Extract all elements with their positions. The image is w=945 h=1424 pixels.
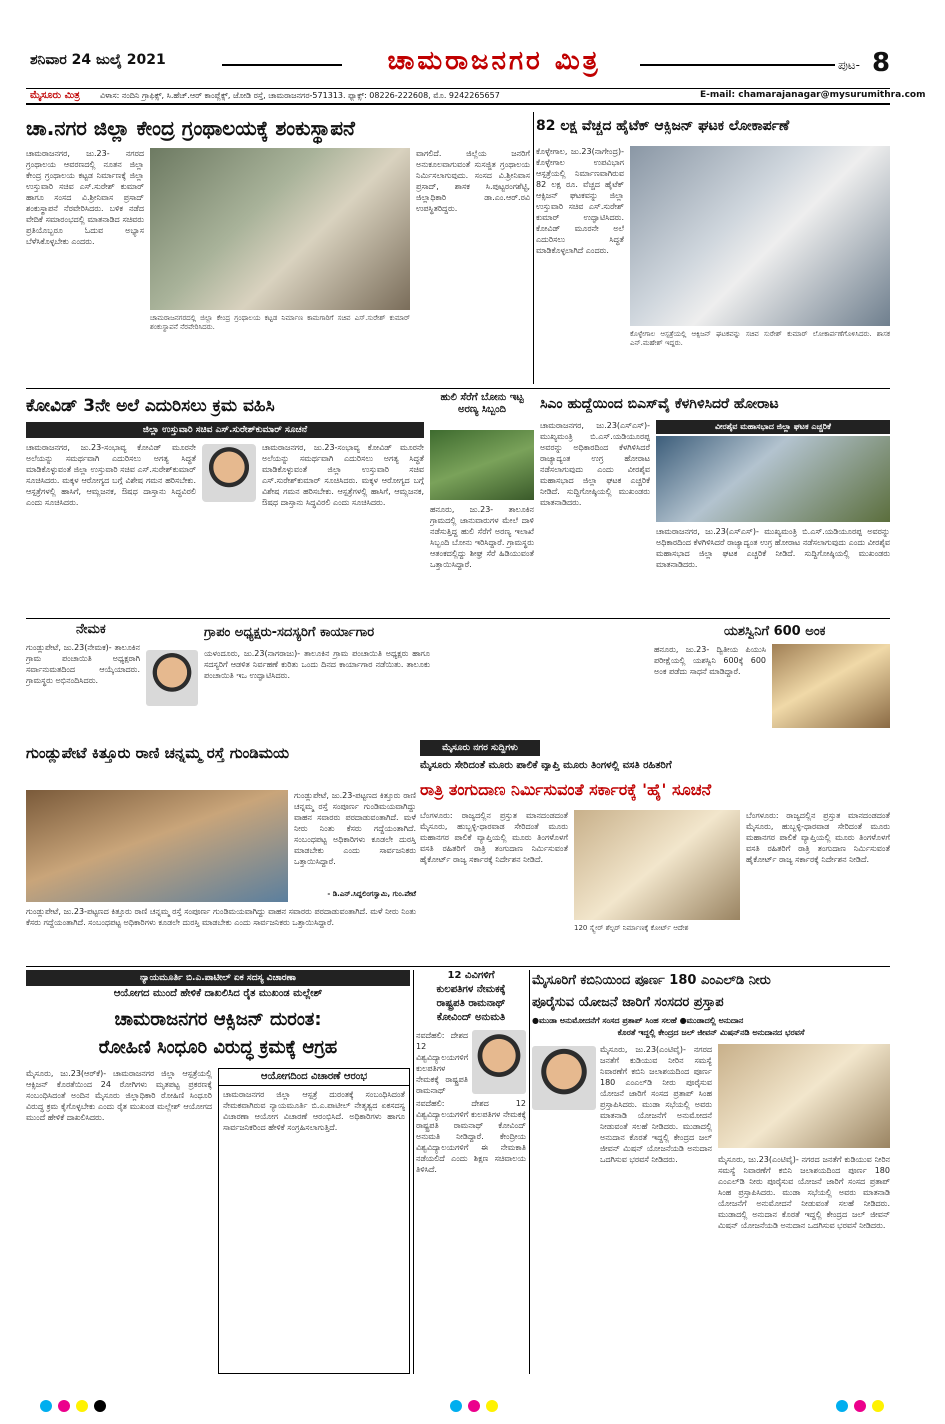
cyan-registration-mark-2 (450, 1400, 462, 1412)
appointment-headline: ನೇಮಕ (76, 622, 106, 637)
tragedy-headline-1: ಚಾಮರಾಜನಗರ ಆಕ್ಸಿಜನ್ ದುರಂತ: (114, 1009, 322, 1030)
divider-3 (26, 966, 890, 967)
oxygen-body: ಕೊಳ್ಳೇಗಾಲ, ಜು.23(ನಾಗೇಂದ್ರ)- ಕೊಳ್ಳೇಗಾಲ ಉಪವಿಭಾಗ ಆಸ್ಪತ್ರೆಯಲ್ಲಿ ನಿರ್ಮಾಣವಾಗಿರುವ 82 ಲಕ್ಷ ರೂ. ವೆಚ್ಚದ ಹೈಟೆಕ್ ಆಕ್ಸಿಜನ್ ಘಟಕವನ್ನು ಜಿಲ್ಲಾ ಉಸ್ತುವಾರಿ ಸಚಿವ ಎಸ್.ಸುರೇಶ್ ಕುಮಾರ್ ಉದ್ಘಾಟಿಸಿದರು. ಕೋವಿಡ್ ಮೂರನೇ ಅಲೆ ಎದುರಿಸಲು ಸಿದ್ಧತೆ ಮಾಡಿಕೊಳ್ಳಲಾಗಿದೆ ಎಂದರು. (536, 147, 624, 255)
tragedy-kicker-2: ಆಯೋಗದ ಮುಂದೆ ಹೇಳಿಕೆ ದಾಖಲಿಸಿದ ರೈತ ಮುಖಂಡ ಮಲ್ಲೇಶ್ (113, 988, 323, 999)
vc-body-a: ನವದೆಹಲಿ: ದೇಶದ 12 ವಿಶ್ವವಿದ್ಯಾಲಯಗಳಿಗೆ ಕುಲಪತಿಗಳ ನೇಮಕಕ್ಕೆ ರಾಷ್ಟ್ರಪತಿ ರಾಮನಾಥ್ (416, 1031, 468, 1094)
mysuru-body-2: ಬೆಂಗಳೂರು: ರಾಜ್ಯದಲ್ಲಿನ ಪ್ರಸ್ತುತ ಮಾನದಂಡದಂತೆ ಮೈಸೂರು, ಹುಬ್ಬಳ್ಳಿ-ಧಾರವಾಡ ಸೇರಿದಂತೆ ಮೂರು ಮಹಾನಗರ ಪಾಲಿಕೆ ವ್ಯಾಪ್ತಿಯಲ್ಲಿ ಮೂರು ತಿಂಗಳೊಳಗೆ ವಸತಿ ರಹಿತರಿಗೆ ರಾತ್ರಿ ತಂಗುದಾಣ ನಿರ್ಮಿಸುವಂತೆ ಹೈಕೋರ್ಟ್ ರಾಜ್ಯ ಸರ್ಕಾರಕ್ಕೆ ನಿರ್ದೇಶನ ನೀಡಿದೆ. (746, 811, 890, 864)
column-rule-c (533, 112, 534, 384)
mysuru-section-label: ಮೈಸೂರು ನಗರ ಸುದ್ದಿಗಳು (420, 740, 540, 756)
article-covid (26, 392, 424, 614)
article-forest (430, 392, 534, 614)
road-photo (26, 790, 288, 902)
mysuru-headline: ರಾತ್ರಿ ತಂಗುದಾಣ ನಿರ್ಮಿಸುವಂತೆ ಸರ್ಕಾರಕ್ಕೆ 'ಹೈ' ಸೂಚನೆ (420, 780, 712, 799)
tragedy-inquiry-box (218, 1068, 410, 1374)
cm-body-2: ಚಾಮರಾಜನಗರ, ಜು.23(ಎಸ್‌ಎಸ್)- ಮುಖ್ಯಮಂತ್ರಿ ಬಿ.ಎಸ್.ಯಡಿಯೂರಪ್ಪ ಅವರನ್ನು ಅಧಿಕಾರದಿಂದ ಕೆಳಗಿಳಿಸಿದರೆ ರಾಜ್ಯಾದ್ಯಂತ ಉಗ್ರ ಹೋರಾಟ ನಡೆಸಲಾಗುವುದು ಎಂದು ವೀರಶೈವ ಮಹಾಸಭಾದ ಜಿಲ್ಲಾ ಘಟಕ ಎಚ್ಚರಿಕೆ ನೀಡಿದೆ. ಸುದ್ದಿಗೋಷ್ಠಿಯಲ್ಲಿ ಮುಖಂಡರು ಮಾತನಾಡಿದರು. (656, 527, 890, 569)
covid-headline: ಕೋವಿಡ್ 3ನೇ ಅಲೆ ಎದುರಿಸಲು ಕ್ರಮ ವಹಿಸಿ (26, 396, 275, 416)
article-oxygen-tragedy (26, 970, 410, 1374)
column-rule-a (413, 970, 414, 1374)
magenta-registration-mark-3 (854, 1400, 866, 1412)
yellow-registration-mark (76, 1400, 88, 1412)
kabini-kicker-1: ●ಮುಡಾ ಅನುಮೋದನೆಗೆ ಸಂಸದ ಪ್ರತಾಪ್ ಸಿಂಹ ಸಲಹೆ ●ಮುಡಾದಲ್ಲಿ ಅನುದಾನ (532, 1016, 744, 1025)
library-body: ಚಾಮರಾಜನಗರ, ಜು.23- ನಗರದ ಗ್ರಂಥಾಲಯ ಆವರಣದಲ್ಲಿ ನೂತನ ಜಿಲ್ಲಾ ಕೇಂದ್ರ ಗ್ರಂಥಾಲಯ ಕಟ್ಟಡ ನಿರ್ಮಾಣಕ್ಕೆ ಜಿಲ್ಲಾ ಉಸ್ತುವಾರಿ ಸಚಿವ ಎಸ್.ಸುರೇಶ್ ಕುಮಾರ್ ಹಾಗೂ ಸಂಸದ ವಿ.ಶ್ರೀನಿವಾಸ ಪ್ರಸಾದ್ ಶಂಕುಸ್ಥಾಪನೆ ನೆರವೇರಿಸಿದರು. ಬಳಿಕ ನಡೆದ ವೇದಿಕೆ ಸಮಾರಂಭದಲ್ಲಿ ಮಾತನಾಡಿದ ಸಚಿವರು ಪ್ರತಿಯೊಬ್ಬರೂ ಓದುವ ಅಭ್ಯಾಸ ಬೆಳೆಸಿಕೊಳ್ಳಬೇಕು ಎಂದರು. (26, 149, 144, 246)
road-byline: - ಡಿ.ಎನ್.ಸಿದ್ದಲಿಂಗಸ್ವಾಮಿ, ಗುಂ.ಪೇಟೆ (327, 890, 416, 898)
column-rule-b (529, 970, 530, 1374)
masthead-rule-right (640, 64, 835, 66)
covid-body: ಚಾಮರಾಜನಗರ, ಜು.23-ಸಂಭಾವ್ಯ ಕೋವಿಡ್ ಮೂರನೇ ಅಲೆಯನ್ನು ಸಮರ್ಥವಾಗಿ ಎದುರಿಸಲು ಅಗತ್ಯ ಸಿದ್ಧತೆ ಮಾಡಿಕೊಳ್ಳುವಂತೆ ಜಿಲ್ಲಾ ಉಸ್ತುವಾರಿ ಸಚಿವ ಎಸ್.ಸುರೇಶ್‌ಕುಮಾರ್ ಸೂಚಿಸಿದರು. ಮಕ್ಕಳ ಆರೋಗ್ಯದ ಬಗ್ಗೆ ವಿಶೇಷ ಗಮನ ಹರಿಸಬೇಕು. ಆಸ್ಪತ್ರೆಗಳಲ್ಲಿ ಹಾಸಿಗೆ, ಆಮ್ಲಜನಕ, ಔಷಧ ದಾಸ್ತಾನು ಸಿದ್ಧವಿರಲಿ ಎಂದು ಸೂಚಿಸಿದರು. (26, 443, 196, 507)
yellow-registration-mark-3 (872, 1400, 884, 1412)
oxygen-photo (630, 146, 890, 326)
mysuru-kicker: ಮೈಸೂರು ಸೇರಿದಂತೆ ಮೂರು ಪಾಲಿಕೆ ವ್ಯಾಪ್ತಿ ಮೂರು ತಿಂಗಳಲ್ಲಿ ವಸತಿ ರಹಿತರಿಗೆ (420, 760, 672, 771)
vc-kicker-2: ಕುಲಪತಿಗಳ ನೇಮಕಕ್ಕೆ (436, 984, 506, 995)
kabini-body: ಮೈಸೂರು, ಜು.23(ಎಂಟಿವೈ)- ನಗರದ ಜನತೆಗೆ ಕುಡಿಯುವ ನೀರಿನ ಸಮಸ್ಯೆ ನಿವಾರಣೆಗೆ ಕಬಿನಿ ಜಲಾಶಯದಿಂದ ಪೂರ್ಣ 180 ಎಂಎಲ್‌ಡಿ ನೀರು ಪೂರೈಸುವ ಯೋಜನೆ ಜಾರಿಗೆ ಸಂಸದ ಪ್ರತಾಪ್ ಸಿಂಹ ಪ್ರಸ್ತಾಪಿಸಿದರು. ಮುಡಾ ಸಭೆಯಲ್ಲಿ ಅವರು ಮಾತನಾಡಿ ಯೋಜನೆಗೆ ಅನುಮೋದನೆ ನೀಡುವಂತೆ ಸಲಹೆ ನೀಡಿದರು. ಮುಡಾದಲ್ಲಿ ಅನುದಾನ ಕೊರತೆ ಇದ್ದಲ್ಲಿ ಕೇಂದ್ರದ ಜಲ್ ಜೀವನ್ ಮಿಷನ್ ಯೋಜನೆಯಡಿ ಅನುದಾನ ಒದಗಿಸುವ ಭರವಸೆ ನೀಡಿದರು. (600, 1045, 712, 1164)
divider-2 (26, 618, 890, 619)
vc-kicker-3: ರಾಷ್ಟ್ರಪತಿ ರಾಮನಾಥ್ (436, 998, 506, 1009)
cyan-registration-mark-3 (836, 1400, 848, 1412)
mysuru-caption: 120 ಸ್ಕ್ವೇರ್ ಶೆಲ್ಟರ್ ನಿರ್ಮಾಣಕ್ಕೆ ಕೋರ್ಟ್ ಆದೇಶ (574, 924, 689, 932)
email-link[interactable]: E-mail: chamarajanagar@mysurumithra.com (700, 90, 926, 100)
oxygen-headline: 82 ಲಕ್ಷ ವೆಚ್ಚದ ಹೈಟೆಕ್ ಆಕ್ಸಿಜನ್ ಘಟಕ ಲೋಕಾರ್ಪಣೆ (536, 118, 790, 134)
inquiry-box-title: ಆಯೋಗದಿಂದ ವಿಚಾರಣೆ ಆರಂಭ (219, 1069, 409, 1086)
oxygen-caption: ಕೊಳ್ಳೇಗಾಲ ಆಸ್ಪತ್ರೆಯಲ್ಲಿ ಆಕ್ಸಿಜನ್ ಘಟಕವನ್ನು ಸಚಿವ ಸುರೇಶ್ ಕುಮಾರ್ ಲೋಕಾರ್ಪಣೆಗೊಳಿಸಿದರು. ಶಾಸಕ ಎನ್.ಮಹೇಶ್ ಇದ್ದರು. (630, 330, 890, 347)
mysuru-photo (574, 810, 740, 920)
yashaswini-photo (772, 644, 890, 728)
article-yashaswini (654, 624, 890, 728)
covid-body-2: ಚಾಮರಾಜನಗರ, ಜು.23-ಸಂಭಾವ್ಯ ಕೋವಿಡ್ ಮೂರನೇ ಅಲೆಯನ್ನು ಸಮರ್ಥವಾಗಿ ಎದುರಿಸಲು ಅಗತ್ಯ ಸಿದ್ಧತೆ ಮಾಡಿಕೊಳ್ಳುವಂತೆ ಜಿಲ್ಲಾ ಉಸ್ತುವಾರಿ ಸಚಿವ ಎಸ್.ಸುರೇಶ್‌ಕುಮಾರ್ ಸೂಚಿಸಿದರು. ಮಕ್ಕಳ ಆರೋಗ್ಯದ ಬಗ್ಗೆ ವಿಶೇಷ ಗಮನ ಹರಿಸಬೇಕು. ಆಸ್ಪತ್ರೆಗಳಲ್ಲಿ ಹಾಸಿಗೆ, ಆಮ್ಲಜನಕ, ಔಷಧ ದಾಸ್ತಾನು ಸಿದ್ಧವಿರಲಿ ಎಂದು ಸೂಚಿಸಿದರು. (262, 443, 424, 507)
yashaswini-body: ಹನೂರು, ಜು.23- ದ್ವಿತೀಯ ಪಿಯುಸಿ ಪರೀಕ್ಷೆಯಲ್ಲಿ ಯಶಸ್ವಿನಿ 600ಕ್ಕೆ 600 ಅಂಕ ಪಡೆದು ಸಾಧನೆ ಮಾಡಿದ್ದಾರೆ. (654, 645, 766, 676)
masthead (0, 0, 945, 110)
forest-headline: ಹುಲಿ ಸೆರೆಗೆ ಬೋನು ಇಟ್ಟ ಅರಣ್ಯ ಸಿಬ್ಬಂದಿ (440, 392, 524, 415)
covid-minister-photo (202, 444, 256, 502)
page-label: ಪುಟ- (838, 58, 860, 72)
vc-body: ನವದೆಹಲಿ: ದೇಶದ 12 ವಿಶ್ವವಿದ್ಯಾಲಯಗಳಿಗೆ ಕುಲಪತಿಗಳ ನೇಮಕಕ್ಕೆ ರಾಷ್ಟ್ರಪತಿ ರಾಮನಾಥ್ ಕೋವಿಂದ್ ಅನುಮತಿ ನೀಡಿದ್ದಾರೆ. ಕೇಂದ್ರೀಯ ವಿಶ್ವವಿದ್ಯಾಲಯಗಳಿಗೆ ಈ ನೇಮಕಾತಿ ನಡೆಯಲಿದೆ ಎಂದು ಶಿಕ್ಷಣ ಸಚಿವಾಲಯ ತಿಳಿಸಿದೆ. (416, 1099, 526, 1174)
road-body: ಗುಂಡ್ಲುಪೇಟೆ, ಜು.23-ಪಟ್ಟಣದ ಕಿತ್ತೂರು ರಾಣಿ ಚನ್ನಮ್ಮ ರಸ್ತೆ ಸಂಪೂರ್ಣ ಗುಂಡಿಮಯವಾಗಿದ್ದು ವಾಹನ ಸವಾರರು ಪರದಾಡುವಂತಾಗಿದೆ. ಮಳೆ ನೀರು ನಿಂತು ಕೆಸರು ಗದ್ದೆಯಂತಾಗಿದೆ. ಸಂಬಂಧಪಟ್ಟ ಅಧಿಕಾರಿಗಳು ಕೂಡಲೇ ದುರಸ್ತಿ ಮಾಡಬೇಕು ಎಂದು ಸಾರ್ವಜನಿಕರು ಒತ್ತಾಯಿಸಿದ್ದಾರೆ. (26, 907, 416, 927)
kabini-headline-1: ಮೈಸೂರಿಗೆ ಕಬಿನಿಯಿಂದ ಪೂರ್ಣ 180 ಎಂಎಲ್‌ಡಿ ನೀರು (532, 973, 771, 988)
inquiry-box-body: ಚಾಮರಾಜನಗರ ಜಿಲ್ಲಾ ಆಸ್ಪತ್ರೆ ದುರಂತಕ್ಕೆ ಸಂಬಂಧಿಸಿದಂತೆ ನೇಮಕವಾಗಿರುವ ನ್ಯಾಯಮೂರ್ತಿ ಬಿ.ಎ.ಪಾಟೀಲ್ ನೇತೃತ್ವದ ಏಕಸದಸ್ಯ ವಿಚಾರಣಾ ಆಯೋಗ ವಿಚಾರಣೆ ಆರಂಭಿಸಿದೆ. ಅಧಿಕಾರಿಗಳು ಹಾಗೂ ಸಾರ್ವಜನಿಕರಿಂದ ಹೇಳಿಕೆ ಸಂಗ್ರಹಿಸಲಾಗುತ್ತಿದೆ. (223, 1090, 405, 1132)
address-line: ವಿಳಾಸ: ನಂದಿನಿ ಗ್ರಾಫಿಕ್ಸ್, ಸಿ.ಹೆಚ್.ಆರ್ ಕಾಂಪ್ಲೆಕ್ಸ್, ಜೋಡಿ ರಸ್ತೆ, ಚಾಮರಾಜನಗರ-571313. ಫ್ಯಾಕ್ಸ್: 08226-222608, ಮೊ. 9242265657 (100, 91, 500, 100)
publisher-logo: ಮೈಸೂರು ಮಿತ್ರ (30, 90, 80, 101)
appointment-body: ಗುಂಡ್ಲುಪೇಟೆ, ಜು.23(ನೇಮಕ)- ತಾಲೂಕಿನ ಗ್ರಾಮ ಪಂಚಾಯಿತಿ ಅಧ್ಯಕ್ಷರಾಗಿ ಸರ್ವಾನುಮತದಿಂದ ಆಯ್ಕೆಯಾದರು. ಗ್ರಾಮಸ್ಥರು ಅಭಿನಂದಿಸಿದರು. (26, 643, 140, 685)
cm-body: ಚಾಮರಾಜನಗರ, ಜು.23(ಎಸ್‌ಎಸ್)- ಮುಖ್ಯಮಂತ್ರಿ ಬಿ.ಎಸ್.ಯಡಿಯೂರಪ್ಪ ಅವರನ್ನು ಅಧಿಕಾರದಿಂದ ಕೆಳಗಿಳಿಸಿದರೆ ರಾಜ್ಯಾದ್ಯಂತ ಉಗ್ರ ಹೋರಾಟ ನಡೆಸಲಾಗುವುದು ಎಂದು ವೀರಶೈವ ಮಹಾಸಭಾದ ಜಿಲ್ಲಾ ಘಟಕ ಎಚ್ಚರಿಕೆ ನೀಡಿದೆ. ಸುದ್ದಿಗೋಷ್ಠಿಯಲ್ಲಿ ಮುಖಂಡರು ಮಾತನಾಡಿದರು. (540, 421, 650, 507)
kabini-kicker-2: ಕೊರತೆ ಇದ್ದಲ್ಲಿ ಕೇಂದ್ರದ ಜಲ್ ಜೀವನ್ ಮಿಷನ್‌ನಡಿ ಅನುದಾನದ ಭರವಸೆ (617, 1028, 805, 1037)
cm-kicker: ವೀರಶೈವ ಮಹಾಸಭಾದ ಜಿಲ್ಲಾ ಘಟಕ ಎಚ್ಚರಿಕೆ (656, 420, 890, 434)
magenta-registration-mark-2 (468, 1400, 480, 1412)
kabini-building-photo (718, 1044, 890, 1148)
issue-date: ಶನಿವಾರ 24 ಜುಲೈ 2021 (30, 52, 166, 68)
mysuru-body: ಬೆಂಗಳೂರು: ರಾಜ್ಯದಲ್ಲಿನ ಪ್ರಸ್ತುತ ಮಾನದಂಡದಂತೆ ಮೈಸೂರು, ಹುಬ್ಬಳ್ಳಿ-ಧಾರವಾಡ ಸೇರಿದಂತೆ ಮೂರು ಮಹಾನಗರ ಪಾಲಿಕೆ ವ್ಯಾಪ್ತಿಯಲ್ಲಿ ಮೂರು ತಿಂಗಳೊಳಗೆ ವಸತಿ ರಹಿತರಿಗೆ ರಾತ್ರಿ ತಂಗುದಾಣ ನಿರ್ಮಿಸುವಂತೆ ಹೈಕೋರ್ಟ್ ರಾಜ್ಯ ಸರ್ಕಾರಕ್ಕೆ ನಿರ್ದೇಶನ ನೀಡಿದೆ. (420, 811, 568, 864)
forest-body: ಹನೂರು, ಜು.23- ತಾಲೂಕಿನ ಗ್ರಾಮದಲ್ಲಿ ಜಾನುವಾರುಗಳ ಮೇಲೆ ದಾಳಿ ನಡೆಸುತ್ತಿದ್ದ ಹುಲಿ ಸೆರೆಗೆ ಅರಣ್ಯ ಇಲಾಖೆ ಸಿಬ್ಬಂದಿ ಬೋನು ಇರಿಸಿದ್ದಾರೆ. ಗ್ರಾಮಸ್ಥರು ಆತಂಕದಲ್ಲಿದ್ದು ಶೀಘ್ರ ಸೆರೆ ಹಿಡಿಯುವಂತೆ ಒತ್ತಾಯಿಸಿದ್ದಾರೆ. (430, 505, 534, 569)
covid-kicker: ಜಿಲ್ಲಾ ಉಸ್ತುವಾರಿ ಸಚಿವ ಎಸ್.ಸುರೇಶ್‌ಕುಮಾರ್ ಸೂಚನೆ (26, 422, 424, 438)
workshop-body: ಯಳಂದೂರು, ಜು.23(ನಾಗರಾಜು)- ತಾಲೂಕಿನ ಗ್ರಾಮ ಪಂಚಾಯಿತಿ ಅಧ್ಯಕ್ಷರು ಹಾಗೂ ಸದಸ್ಯರಿಗೆ ಆಡಳಿತ ನಿರ್ವಹಣೆ ಕುರಿತು ಒಂದು ದಿನದ ಕಾರ್ಯಾಗಾರ ನಡೆಯಿತು. ತಾಲೂಕು ಪಂಚಾಯಿತಿ ಇಒ ಉದ್ಘಾಟಿಸಿದರು. (204, 649, 430, 680)
library-photo (150, 148, 410, 310)
registration-marks (0, 1390, 945, 1424)
yashaswini-headline: ಯಶಸ್ವಿನಿಗೆ 600 ಅಂಕ (724, 624, 826, 639)
tragedy-body: ಮೈಸೂರು, ಜು.23(ಆರ್‌ಕೆ)- ಚಾಮರಾಜನಗರ ಜಿಲ್ಲಾ ಆಸ್ಪತ್ರೆಯಲ್ಲಿ ಆಕ್ಸಿಜನ್ ಕೊರತೆಯಿಂದ 24 ರೋಗಿಗಳು ಮೃತಪಟ್ಟ ಪ್ರಕರಣಕ್ಕೆ ಸಂಬಂಧಿಸಿದಂತೆ ಅಂದಿನ ಮೈಸೂರು ಜಿಲ್ಲಾಧಿಕಾರಿ ರೋಹಿಣಿ ಸಿಂಧೂರಿ ವಿರುದ್ಧ ಕ್ರಮ ಕೈಗೊಳ್ಳಬೇಕು ಎಂದು ರೈತ ಮುಖಂಡ ಮಲ್ಲೇಶ್ ಆಯೋಗದ ಮುಂದೆ ಹೇಳಿಕೆ ದಾಖಲಿಸಿದರು. (26, 1069, 212, 1122)
kabini-mp-photo (532, 1046, 596, 1110)
library-headline: ಚಾ.ನಗರ ಜಿಲ್ಲಾ ಕೇಂದ್ರ ಗ್ರಂಥಾಲಯಕ್ಕೆ ಶಂಕುಸ್ಥಾಪನೆ (26, 116, 355, 140)
masthead-bottom-rule-2 (26, 103, 890, 105)
vc-kicker-4: ಕೋವಿಂದ್ ಅನುಮತಿ (436, 1012, 506, 1023)
yellow-registration-mark-2 (486, 1400, 498, 1412)
road-body-top: ಗುಂಡ್ಲುಪೇಟೆ, ಜು.23-ಪಟ್ಟಣದ ಕಿತ್ತೂರು ರಾಣಿ ಚನ್ನಮ್ಮ ರಸ್ತೆ ಸಂಪೂರ್ಣ ಗುಂಡಿಮಯವಾಗಿದ್ದು ವಾಹನ ಸವಾರರು ಪರದಾಡುವಂತಾಗಿದೆ. ಮಳೆ ನೀರು ನಿಂತು ಕೆಸರು ಗದ್ದೆಯಂತಾಗಿದೆ. ಸಂಬಂಧಪಟ್ಟ ಅಧಿಕಾರಿಗಳು ಕೂಡಲೇ ದುರಸ್ತಿ ಮಾಡಬೇಕು ಎಂದು ಸಾರ್ವಜನಿಕರು ಒತ್ತಾಯಿಸಿದ್ದಾರೆ. (294, 791, 416, 866)
cm-photo (656, 436, 890, 522)
tragedy-headline-2: ರೋಹಿಣಿ ಸಿಂಧೂರಿ ವಿರುದ್ಧ ಕ್ರಮಕ್ಕೆ ಆಗ್ರಹ (98, 1037, 338, 1058)
article-mysuru-shelter (420, 740, 890, 964)
forest-photo (430, 430, 534, 500)
article-cm-protest (540, 392, 890, 614)
appointment-photo (146, 650, 198, 706)
article-vc-appointment (416, 970, 526, 1374)
kabini-headline-2: ಪೂರೈಸುವ ಯೋಜನೆ ಜಾರಿಗೆ ಸಂಸದರ ಪ್ರಸ್ತಾಪ (532, 995, 724, 1010)
cyan-registration-mark (40, 1400, 52, 1412)
divider-1 (26, 388, 890, 389)
masthead-bottom-rule (26, 88, 890, 89)
black-registration-mark (94, 1400, 106, 1412)
cm-headline: ಸಿಎಂ ಹುದ್ದೆಯಿಂದ ಬಿಎಸ್‌ವೈ ಕೆಳಗಿಳಿಸಿದರೆ ಹೋರಾಟ (540, 396, 779, 412)
vc-president-photo (472, 1030, 526, 1094)
library-body-2: ವಾಗಲಿದೆ. ಜಿಲ್ಲೆಯ ಜನರಿಗೆ ಅನುಕೂಲವಾಗುವಂತೆ ಸುಸಜ್ಜಿತ ಗ್ರಂಥಾಲಯ ನಿರ್ಮಿಸಲಾಗುವುದು. ಸಂಸದ ವಿ.ಶ್ರೀನಿವಾಸ ಪ್ರಸಾದ್, ಶಾಸಕ ಸಿ.ಪುಟ್ಟರಂಗಶೆಟ್ಟಿ, ಜಿಲ್ಲಾಧಿಕಾರಿ ಡಾ.ಎಂ.ಆರ್.ರವಿ ಉಪಸ್ಥಿತರಿದ್ದರು. (416, 149, 530, 213)
masthead-title: ಚಾಮರಾಜನಗರ ಮಿತ್ರ (387, 46, 601, 76)
article-kabini-water (532, 970, 890, 1374)
workshop-headline: ಗ್ರಾಪಂ ಅಧ್ಯಕ್ಷರು-ಸದಸ್ಯರಿಗೆ ಕಾರ್ಯಾಗಾರ (204, 625, 375, 640)
masthead-rule-left (222, 64, 342, 66)
article-road (26, 740, 416, 964)
tragedy-kicker-1: ನ್ಯಾಯಮೂರ್ತಿ ಬಿ.ಎ.ಪಾಟೀಲ್ ಏಕ ಸದಸ್ಯ ವಿಚಾರಣಾ (26, 970, 410, 986)
vc-kicker-1: 12 ವಿವಿಗಳಿಗೆ (447, 970, 495, 981)
article-library (26, 112, 530, 384)
magenta-registration-mark (58, 1400, 70, 1412)
library-caption: ಚಾಮರಾಜನಗರದಲ್ಲಿ ಜಿಲ್ಲಾ ಕೇಂದ್ರ ಗ್ರಂಥಾಲಯ ಕಟ್ಟಡ ನಿರ್ಮಾಣ ಕಾಮಗಾರಿಗೆ ಸಚಿವ ಎಸ್.ಸುರೇಶ್ ಕುಮಾರ್ ಶಂಕುಸ್ಥಾಪನೆ ನೆರವೇರಿಸಿದರು. (150, 314, 410, 331)
article-oxygen-plant (536, 112, 890, 384)
road-headline: ಗುಂಡ್ಲುಪೇಟೆ ಕಿತ್ತೂರು ರಾಣಿ ಚನ್ನಮ್ಮ ರಸ್ತೆ ಗುಂಡಿಮಯ (26, 744, 290, 762)
kabini-body-2: ಮೈಸೂರು, ಜು.23(ಎಂಟಿವೈ)- ನಗರದ ಜನತೆಗೆ ಕುಡಿಯುವ ನೀರಿನ ಸಮಸ್ಯೆ ನಿವಾರಣೆಗೆ ಕಬಿನಿ ಜಲಾಶಯದಿಂದ ಪೂರ್ಣ 180 ಎಂಎಲ್‌ಡಿ ನೀರು ಪೂರೈಸುವ ಯೋಜನೆ ಜಾರಿಗೆ ಸಂಸದ ಪ್ರತಾಪ್ ಸಿಂಹ ಪ್ರಸ್ತಾಪಿಸಿದರು. ಮುಡಾ ಸಭೆಯಲ್ಲಿ ಅವರು ಮಾತನಾಡಿ ಯೋಜನೆಗೆ ಅನುಮೋದನೆ ನೀಡುವಂತೆ ಸಲಹೆ ನೀಡಿದರು. ಮುಡಾದಲ್ಲಿ ಅನುದಾನ ಕೊರತೆ ಇದ್ದಲ್ಲಿ ಕೇಂದ್ರದ ಜಲ್ ಜೀವನ್ ಮಿಷನ್ ಯೋಜನೆಯಡಿ ಅನುದಾನ ಒದಗಿಸುವ ಭರವಸೆ ನೀಡಿದರು. (718, 1155, 890, 1230)
page-number: 8 (872, 48, 891, 78)
